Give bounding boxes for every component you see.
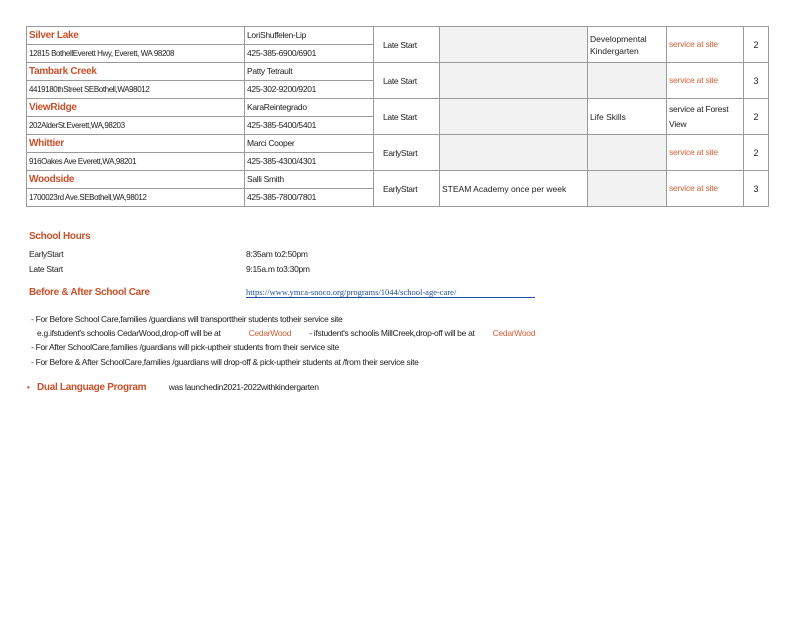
late-start-time: 9:15a.m to3:30pm <box>246 264 310 274</box>
contact-cell <box>245 99 374 135</box>
school-address: 1700023rd Ave.SEBothell,WA,98012 <box>29 193 147 202</box>
school-row <box>27 63 769 99</box>
school-address: 202AlderSt.Everett,WA,98203 <box>29 121 125 130</box>
service-location: service at site <box>667 135 744 171</box>
school-cell <box>27 135 245 171</box>
school-address: 12815 BothellEverett Hwy, Everett, WA 98208 <box>29 49 175 58</box>
contact-phone: 425-302-9200/9201 <box>247 84 317 94</box>
school-row <box>27 171 769 207</box>
grade-count: 2 <box>744 27 769 63</box>
start-type: Late Start <box>374 63 440 99</box>
school-name: Woodside <box>27 171 244 189</box>
contact-phone: 425-385-5400/5401 <box>247 120 317 130</box>
contact-name: Patty Tetrault <box>245 63 373 81</box>
contact-name: LoriShuffelen-Lip <box>245 27 373 45</box>
school-cell <box>27 171 245 207</box>
school-row <box>27 99 769 135</box>
school-name: ViewRidge <box>27 99 244 117</box>
note-example <box>37 328 535 338</box>
program-cell <box>440 135 588 171</box>
dual-language-note <box>27 377 319 395</box>
note-example-cedarwood-1: CedarWood <box>248 328 292 338</box>
note-example-part2: - ifstudent's schoolis MillCreek,drop-off will be at <box>309 328 475 338</box>
start-type: Late Start <box>374 99 440 135</box>
service-location: service at site <box>667 27 744 63</box>
start-type: EarlyStart <box>374 171 440 207</box>
special-program-cell <box>588 171 667 207</box>
grade-count: 3 <box>744 63 769 99</box>
contact-phone: 425-385-6900/6901 <box>247 48 317 58</box>
service-location: service at site <box>667 63 744 99</box>
early-start-time: 8:35am to2:50pm <box>246 249 308 259</box>
school-cell <box>27 27 245 63</box>
program-cell <box>440 99 588 135</box>
school-address: 4419180thStreet SEBothell,WA98012 <box>29 85 150 94</box>
special-program-cell <box>588 63 667 99</box>
schools-table-body <box>27 27 769 207</box>
school-row <box>27 135 769 171</box>
note-before-after-care: - For Before & After SchoolCare,families /guardians will drop-off & pick-uptheir students at /from their service site <box>31 357 419 367</box>
grade-count: 3 <box>744 171 769 207</box>
schools-table <box>26 26 769 207</box>
special-program-cell: Life Skills <box>588 99 667 135</box>
special-program-cell <box>588 135 667 171</box>
school-row <box>27 27 769 63</box>
note-before-care: - For Before School Care,families /guardians will transporttheir students totheir service site <box>31 314 343 324</box>
service-location: service at site <box>667 171 744 207</box>
grade-count: 2 <box>744 99 769 135</box>
dual-language-bullet: • <box>27 383 30 392</box>
program-cell <box>440 27 588 63</box>
contact-name: Salli Smith <box>245 171 373 189</box>
school-cell <box>27 99 245 135</box>
program-cell <box>440 63 588 99</box>
school-cell <box>27 63 245 99</box>
dual-language-text: was launchedin2021-2022withkindergarten <box>168 382 319 392</box>
program-cell: STEAM Academy once per week <box>440 171 588 207</box>
note-after-care: - For After SchoolCare,families /guardians will pick-uptheir students from their service site <box>31 342 339 352</box>
grade-count: 2 <box>744 135 769 171</box>
contact-cell <box>245 135 374 171</box>
school-name: Silver Lake <box>27 27 244 45</box>
late-start-label: Late Start <box>29 264 63 274</box>
school-name: Tambark Creek <box>27 63 244 81</box>
contact-phone: 425-385-4300/4301 <box>247 156 317 166</box>
contact-name: Marci Cooper <box>245 135 373 153</box>
dual-language-heading: Dual Language Program <box>36 382 147 393</box>
contact-phone: 425-385-7800/7801 <box>247 192 317 202</box>
start-type: Late Start <box>374 27 440 63</box>
contact-name: KaraReintegrado <box>245 99 373 117</box>
contact-cell <box>245 171 374 207</box>
start-type: EarlyStart <box>374 135 440 171</box>
note-example-part1: e.g.ifstudent's schoolis CedarWood,drop-off will be at <box>37 328 221 338</box>
contact-cell <box>245 63 374 99</box>
before-after-care-heading: Before & After School Care <box>29 287 150 298</box>
link-underline <box>246 297 535 298</box>
ymca-school-age-care-link[interactable]: https://www.ymca-snoco.org/programs/1044/school-age-care/ <box>246 287 457 297</box>
school-hours-heading: School Hours <box>29 231 91 242</box>
special-program-cell: Developmental Kindergarten <box>588 27 667 63</box>
early-start-label: EarlyStart <box>29 249 64 259</box>
school-name: Whittier <box>27 135 244 153</box>
school-address: 916Oakes Ave Everett,WA,98201 <box>29 157 137 166</box>
service-location: service at Forest View <box>667 99 744 135</box>
note-example-cedarwood-2: CedarWood <box>492 328 536 338</box>
contact-cell <box>245 27 374 63</box>
